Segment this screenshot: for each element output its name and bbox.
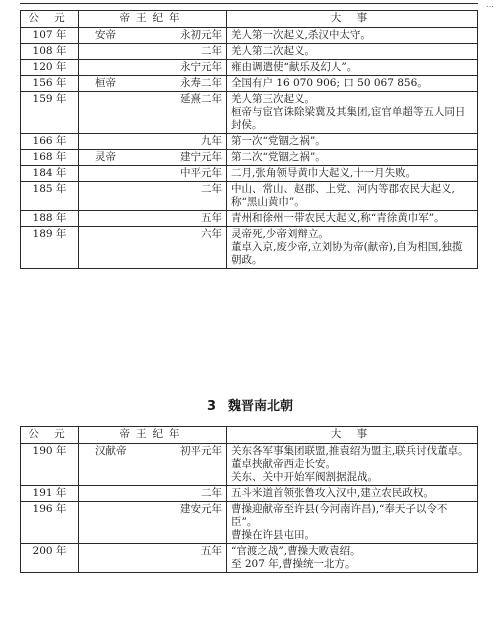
year-cell: 189 年 <box>21 227 79 269</box>
section-heading <box>0 395 500 414</box>
reign-cell <box>79 44 227 60</box>
events-cell <box>227 44 478 60</box>
event-text: 第二次“党锢之祸”。 <box>231 151 326 163</box>
reign-cell <box>79 502 227 544</box>
era-name: 初平元年 <box>180 445 222 457</box>
reign-cell <box>79 211 227 227</box>
event-text: 全国有户 16 070 906; 口 50 067 856。 <box>231 77 428 89</box>
section-title: 魏晋南北朝 <box>228 399 294 414</box>
table-row <box>21 544 478 573</box>
year-cell: 168 年 <box>21 150 79 166</box>
chronology-table-1 <box>20 10 478 269</box>
emperor-name: 安帝 <box>95 29 116 41</box>
events-cell <box>227 134 478 150</box>
events-cell <box>227 150 478 166</box>
year-cell: 200 年 <box>21 544 79 573</box>
table-row <box>21 28 478 44</box>
era-name: 二年 <box>201 183 222 195</box>
reign-cell <box>79 76 227 92</box>
event-text: 灵帝死,少帝刘辩立。 <box>231 228 329 240</box>
year-cell: 159 年 <box>21 92 79 134</box>
era-name: 六年 <box>201 228 222 240</box>
era-name: 延熹二年 <box>180 93 222 105</box>
event-text: 曹操迎献帝至许县(今河南许昌),“奉天子以令不臣”。 <box>231 503 448 528</box>
year-cell: 190 年 <box>21 444 79 486</box>
era-name: 永宁元年 <box>180 61 222 73</box>
event-text: 二月,张角领导黄巾大起义,十一月失败。 <box>231 167 417 179</box>
event-text: 关东、关中开始军阀割据混战。 <box>231 471 378 483</box>
emperor-name: 灵帝 <box>95 151 116 163</box>
top-rule <box>20 3 478 4</box>
chronology-table-2 <box>20 426 478 573</box>
table-header-row <box>21 11 478 28</box>
table-header-row <box>21 427 478 444</box>
header-reign: 帝王纪年 <box>79 427 227 444</box>
era-name: 五年 <box>201 212 222 224</box>
year-cell: 120 年 <box>21 60 79 76</box>
events-cell <box>227 544 478 573</box>
reign-cell <box>79 150 227 166</box>
reign-cell <box>79 444 227 486</box>
reign-cell <box>79 92 227 134</box>
era-name: 中平元年 <box>180 167 222 179</box>
table-row <box>21 211 478 227</box>
year-cell: 188 年 <box>21 211 79 227</box>
table-row <box>21 182 478 211</box>
reign-cell <box>79 182 227 211</box>
era-name: 建宁元年 <box>180 151 222 163</box>
events-cell <box>227 92 478 134</box>
table-row <box>21 166 478 182</box>
events-cell <box>227 166 478 182</box>
events-cell <box>227 486 478 502</box>
event-text: 关东各军事集团联盟,推袁绍为盟主,联兵讨伐董卓。董卓挟献帝西走长安。 <box>231 445 469 470</box>
reign-cell <box>79 227 227 269</box>
era-name: 二年 <box>201 45 222 57</box>
event-text: 青州和徐州一带农民大起义,称“青徐黄巾军”。 <box>231 212 445 224</box>
emperor-name: 桓帝 <box>95 77 116 89</box>
header-reign: 帝王纪年 <box>79 11 227 28</box>
page-corner-mark: … <box>486 0 494 9</box>
table-row <box>21 150 478 166</box>
events-cell <box>227 502 478 544</box>
era-name: 永寿二年 <box>180 77 222 89</box>
era-name: 五年 <box>201 545 222 557</box>
chronology-table-2-body <box>21 444 478 573</box>
year-cell: 185 年 <box>21 182 79 211</box>
events-cell <box>227 28 478 44</box>
header-events: 大 事 <box>227 427 478 444</box>
era-name: 九年 <box>201 135 222 147</box>
event-text: 至 207 年,曹操统一北方。 <box>231 558 356 570</box>
events-cell <box>227 76 478 92</box>
header-year: 公 元 <box>21 11 79 28</box>
year-cell: 166 年 <box>21 134 79 150</box>
events-cell <box>227 227 478 269</box>
year-cell: 184 年 <box>21 166 79 182</box>
emperor-name: 汉献帝 <box>95 445 127 457</box>
event-text: 桓帝与宦官诛除梁冀及其集团,宦官单超等五人同日封侯。 <box>231 106 466 131</box>
era-name: 永初元年 <box>180 29 222 41</box>
section-number: 3 <box>206 399 217 414</box>
year-cell: 108 年 <box>21 44 79 60</box>
events-cell <box>227 211 478 227</box>
reign-cell <box>79 60 227 76</box>
event-text: 五斗米道首领张鲁攻入汉中,建立农民政权。 <box>231 487 434 499</box>
reign-cell <box>79 486 227 502</box>
table-row <box>21 92 478 134</box>
table-row <box>21 486 478 502</box>
event-text: 羌人第二次起义。 <box>231 45 315 57</box>
event-text: 曹操在许县屯田。 <box>231 529 315 541</box>
events-cell <box>227 60 478 76</box>
table-row <box>21 502 478 544</box>
event-text: 董卓入京,废少帝,立刘协为帝(献帝),自为相国,独揽朝政。 <box>231 241 463 266</box>
reign-cell <box>79 544 227 573</box>
year-cell: 196 年 <box>21 502 79 544</box>
chronology-table-1-body <box>21 28 478 269</box>
year-cell: 107 年 <box>21 28 79 44</box>
table-row <box>21 76 478 92</box>
era-name: 建安元年 <box>180 503 222 515</box>
event-text: 雍由调遣使“献乐及幻人”。 <box>231 61 358 73</box>
table-row <box>21 44 478 60</box>
table-row <box>21 444 478 486</box>
event-text: 第一次“党锢之祸”。 <box>231 135 326 147</box>
reign-cell <box>79 134 227 150</box>
table-row <box>21 60 478 76</box>
table-row <box>21 134 478 150</box>
year-cell: 156 年 <box>21 76 79 92</box>
event-text: 羌人第一次起义,杀汉中太守。 <box>231 29 371 41</box>
era-name: 二年 <box>201 487 222 499</box>
year-cell: 191 年 <box>21 486 79 502</box>
event-text: 羌人第三次起义。 <box>231 93 315 105</box>
events-cell <box>227 444 478 486</box>
event-text: 中山、常山、赵郡、上党、河内等郡农民大起义,称“黑山黄巾”。 <box>231 183 455 208</box>
header-events: 大 事 <box>227 11 478 28</box>
event-text: “官渡之战”,曹操大败袁绍。 <box>231 545 361 557</box>
header-year: 公 元 <box>21 427 79 444</box>
table-row <box>21 227 478 269</box>
events-cell <box>227 182 478 211</box>
reign-cell <box>79 166 227 182</box>
reign-cell <box>79 28 227 44</box>
